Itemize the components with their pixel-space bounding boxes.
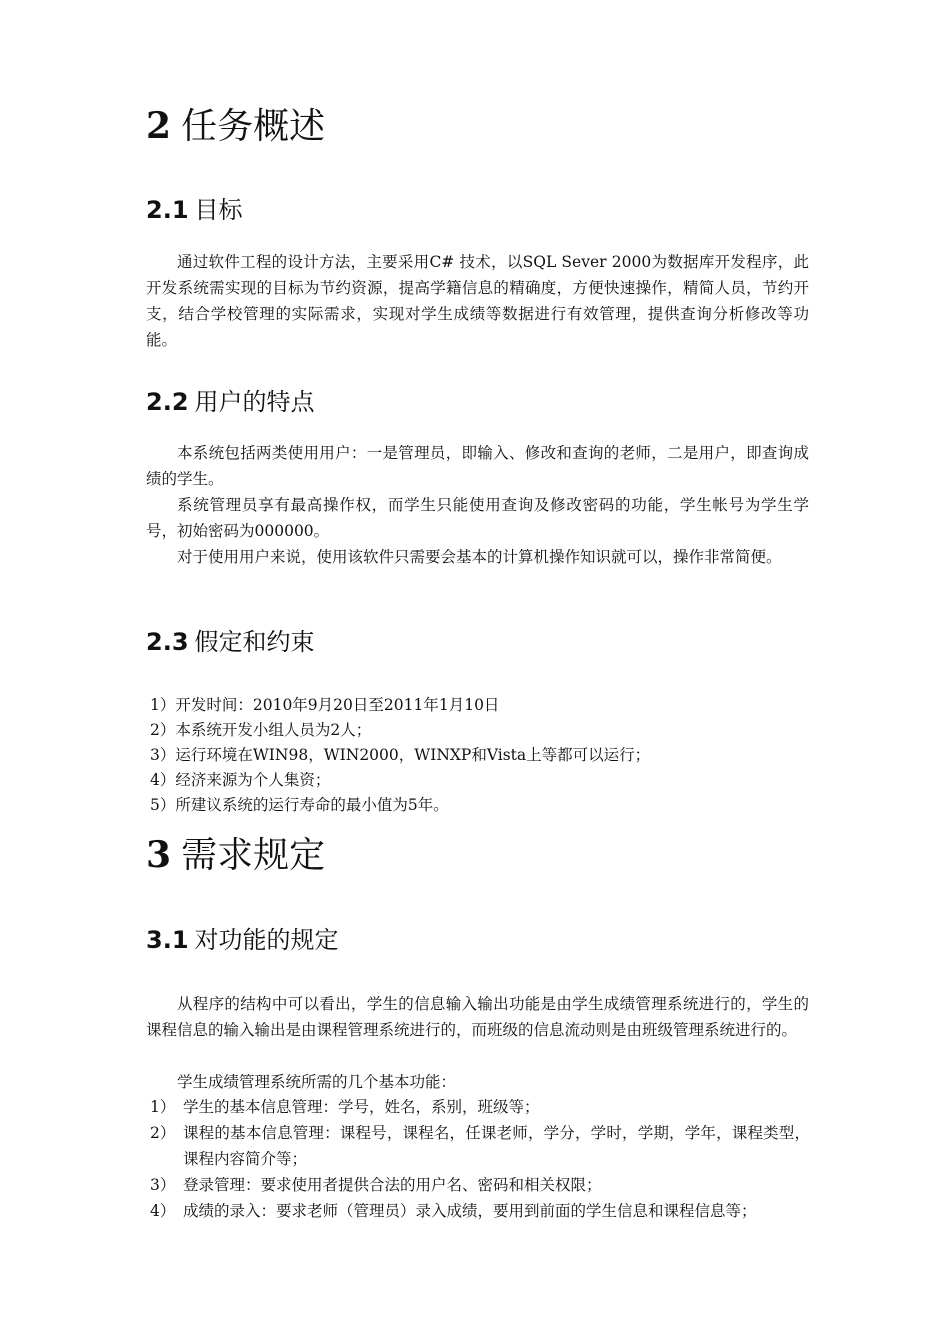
user-paragraph-3: 对于使用用户来说，使用该软件只需要会基本的计算机操作知识就可以，操作非常简便。: [177, 548, 782, 566]
section-title: 对功能的规定: [194, 926, 339, 954]
section-title: 用户的特点: [194, 388, 315, 416]
list-item-number: 1）: [150, 1098, 176, 1116]
list-item: 1）开发时间：2010年9月20日至2011年1月10日: [150, 696, 500, 714]
list-item: 2）本系统开发小组人员为2人；: [150, 721, 372, 739]
section-heading-2-3: [146, 627, 315, 657]
list-item: [150, 1094, 810, 1120]
section-heading-3-1: [146, 925, 339, 955]
list-item-number: 4）: [150, 1202, 176, 1220]
section-heading-2-2: [146, 387, 315, 417]
list-item-text: 成绩的录入：要求老师（管理员）录入成绩，要用到前面的学生信息和课程信息等；: [183, 1202, 757, 1220]
list-item: [150, 1120, 810, 1172]
function-paragraph-2: 学生成绩管理系统所需的几个基本功能：: [177, 1073, 457, 1091]
list-item: 4）经济来源为个人集资；: [150, 771, 331, 789]
chapter-number: 3: [146, 834, 172, 876]
list-item-text: 登录管理：要求使用者提供合法的用户名、密码和相关权限；: [183, 1176, 602, 1194]
section-title: 假定和约束: [194, 628, 315, 656]
function-paragraph-1: 从程序的结构中可以看出，学生的信息输入输出功能是由学生成绩管理系统进行的，学生的课程信息的输入输出是由课程管理系统进行的，而班级的信息流动则是由班级管理系统进行的。: [146, 995, 809, 1039]
chapter-heading-2: [146, 104, 325, 149]
chapter-title: 任务概述: [181, 106, 326, 147]
list-item-number: 2）: [150, 1124, 176, 1142]
section-number: 3.1: [146, 926, 189, 954]
user-paragraph-2: 系统管理员享有最高操作权，而学生只能使用查询及修改密码的功能，学生帐号为学生学号，初始密码为000000。: [146, 496, 809, 540]
goal-paragraph: 通过软件工程的设计方法，主要采用C# 技术，以SQL Sever 2000为数据库开发程序，此开发系统需实现的目标为节约资源，提高学籍信息的精确度，方便快速操作，精简人员，节约开支，结合学校管理的实际需求，实现对学生成绩等数据进行有效管理，提供查询分析修改等功能。: [146, 253, 809, 349]
section-heading-2-1: [146, 195, 243, 225]
list-item: [150, 1198, 810, 1224]
section-number: 2.1: [146, 196, 189, 224]
section-title: 目标: [194, 196, 243, 224]
section-number: 2.3: [146, 628, 189, 656]
constraints-list: [150, 693, 650, 818]
functions-list: [150, 1094, 810, 1224]
list-item-text: 课程的基本信息管理：课程号，课程名，任课老师，学分，学时，学期，学年，课程类型，课程内容简介等；: [183, 1124, 810, 1168]
list-item: 5）所建议系统的运行寿命的最小值为5年。: [150, 796, 449, 814]
chapter-number: 2: [146, 105, 172, 147]
list-item-number: 3）: [150, 1176, 176, 1194]
section-number: 2.2: [146, 388, 189, 416]
chapter-heading-3: [146, 833, 325, 878]
chapter-title: 需求规定: [181, 835, 326, 876]
user-paragraph-1: 本系统包括两类使用用户：一是管理员，即输入、修改和查询的老师，二是用户，即查询成绩的学生。: [146, 444, 809, 488]
list-item-text: 学生的基本信息管理：学号，姓名，系别，班级等；: [183, 1098, 540, 1116]
list-item: [150, 1172, 810, 1198]
list-item: 3）运行环境在WIN98，WIN2000，WINXP和Vista上等都可以运行；: [150, 746, 651, 764]
